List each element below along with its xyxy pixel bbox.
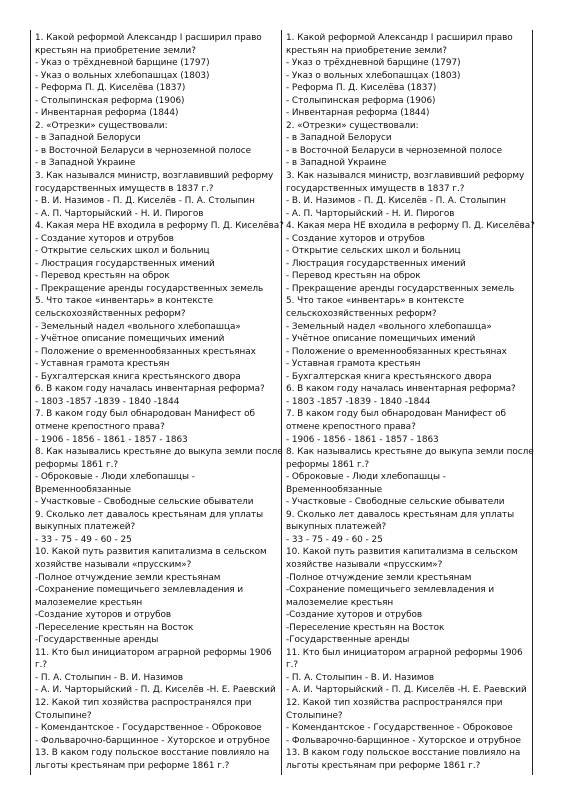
text-line: малоземелие крестьян [286, 597, 394, 608]
text-line: - в Восточной Беларуси в черноземной полосе [286, 145, 502, 156]
text-line: выкупных платежей? [286, 522, 387, 533]
text-line: - А. И. Чарторыйский - П. Д. Киселёв -Н. Е. Раевский [35, 685, 276, 696]
text-line: - Прекращение аренды государственных земель [35, 283, 264, 294]
text-line: 5. Что такое «инвентарь» в контексте [35, 296, 214, 307]
text-line: - Учётное описание помещичьих имений [286, 334, 476, 345]
text-line: - А. И. Чарторыйский - П. Д. Киселёв -Н. Е. Раевский [286, 685, 527, 696]
text-line: - Оброковые - Люди хлебопашцы - [286, 472, 446, 483]
text-line: - П. А. Столыпин - В. И. Назимов [286, 672, 435, 683]
text-line: - 33 - 75 - 49 - 60 - 25 [286, 534, 383, 545]
text-line: - Создание хуторов и отрубов [35, 233, 174, 244]
text-line: - Уставная грамота крестьян [35, 359, 170, 370]
text-line: - Участковые - Свободные сельские обыватели [35, 497, 254, 508]
text-line: -Создание хуторов и отрубов [286, 610, 423, 621]
right-column [286, 32, 536, 772]
text-line: - Фольварочно-барщинное - Хуторское и отрубное [35, 735, 270, 746]
text-line: - Прекращение аренды государственных земель [286, 283, 515, 294]
text-line: - Реформа П. Д. Киселёва (1837) [286, 83, 437, 94]
text-line: 7. В каком году был обнародован Манифест об [286, 409, 506, 420]
text-line: - 33 - 75 - 49 - 60 - 25 [35, 534, 132, 545]
text-line: - 1803 -1857 -1839 - 1840 -1844 [286, 396, 431, 407]
text-line: отмене крепостного права? [35, 421, 165, 432]
text-line: 4. Какая мера НЕ входила в реформу П. Д. Киселёва? [286, 221, 535, 232]
text-line: -Государственные аренды [35, 635, 159, 646]
text-line: - Указ о вольных хлебопашцах (1803) [286, 70, 461, 81]
text-line: - А. П. Чарторыйский - Н. И. Пирогов [35, 208, 204, 219]
text-line: - Оброковые - Люди хлебопашцы - [35, 472, 195, 483]
text-line: 12. Какой тип хозяйства распространялся при [286, 697, 503, 708]
text-line: - Перевод крестьян на оброк [286, 271, 421, 282]
text-line: г.? [35, 660, 48, 671]
text-line: хозяйстве называли «прусским»? [35, 559, 192, 570]
text-line: - П. А. Столыпин - В. И. Назимов [35, 672, 184, 683]
text-line: -Полное отчуждение земли крестьянам [35, 572, 221, 583]
text-line: - Люстрация государственных имений [286, 258, 466, 269]
text-line: 6. В каком году началась инвентарная реформа? [35, 384, 265, 395]
text-line: 9. Сколько лет давалось крестьянам для уплаты [286, 509, 515, 520]
text-line: 1. Какой реформой Александр I расширил право [35, 33, 262, 43]
text-line: 2. «Отрезки» существовали: [286, 120, 419, 131]
text-line: 12. Какой тип хозяйства распространялся при [35, 697, 252, 708]
text-line: - в Западной Украине [35, 158, 136, 169]
text-line: 13. В каком году польское восстание повлияло на [35, 748, 270, 759]
text-line: - в Западной Украине [286, 158, 387, 169]
text-line: - Перевод крестьян на оброк [35, 271, 170, 282]
text-line: отмене крепостного права? [286, 421, 416, 432]
text-line: - Положение о временнообязанных крестьянах [35, 346, 256, 357]
text-line: - Комендантское - Государственное - Оброковое [35, 723, 262, 734]
text-line: - Открытие сельских школ и больниц [35, 246, 210, 257]
text-line: - Инвентарная реформа (1844) [286, 108, 430, 119]
text-line: г.? [286, 660, 299, 671]
text-line: - Инвентарная реформа (1844) [35, 108, 179, 119]
text-line: - Участковые - Свободные сельские обыватели [286, 497, 505, 508]
text-line: - Указ о вольных хлебопашцах (1803) [35, 70, 210, 81]
text-line: - Столыпинская реформа (1906) [286, 95, 436, 106]
text-line: - Земельный надел «вольного хлебопашца» [286, 321, 492, 332]
text-line: - Открытие сельских школ и больниц [286, 246, 461, 257]
text-line: 3. Как назывался министр, возглавивший реформу [286, 171, 525, 182]
text-line: - А. П. Чарторыйский - Н. И. Пирогов [286, 208, 455, 219]
text-line: Временнообязанные [286, 484, 382, 495]
text-line: 10. Какой путь развития капитализма в сельском [286, 547, 518, 558]
text-line: 7. В каком году был обнародован Манифест об [35, 409, 255, 420]
text-line: крестьян на приобретение земли? [35, 45, 196, 56]
text-line: Столыпине? [286, 710, 343, 721]
left-border-line [30, 30, 31, 775]
text-line: 5. Что такое «инвентарь» в контексте [286, 296, 465, 307]
text-line: - Бухгалтерская книга крестьянского двора [35, 371, 241, 382]
text-line: -Сохранение помещичьего землевладения и [35, 585, 244, 596]
text-line: 11. Кто был инициатором аграрной реформы 1906 [286, 647, 523, 658]
text-line: 1. Какой реформой Александр I расширил право [286, 33, 513, 43]
text-line: - в Западной Белоруси [35, 133, 141, 144]
text-line: - Бухгалтерская книга крестьянского двора [286, 371, 492, 382]
text-line: - В. И. Назимов - П. Д. Киселёв - П. А. Столыпин [286, 196, 506, 207]
text-line: 8. Как назывались крестьяне до выкупа земли после [35, 447, 283, 458]
text-line: - Создание хуторов и отрубов [286, 233, 425, 244]
text-line: -Государственные аренды [286, 635, 410, 646]
text-line: - Фольварочно-барщинное - Хуторское и отрубное [286, 735, 521, 746]
left-column [35, 32, 285, 772]
text-line: - Люстрация государственных имений [35, 258, 215, 269]
text-line: Столыпине? [35, 710, 92, 721]
text-line: - Указ о трёхдневной барщине (1797) [35, 58, 210, 69]
text-line: льготы крестьянам при реформе 1861 г.? [35, 760, 230, 771]
text-line: - в Западной Белоруси [286, 133, 392, 144]
text-line: реформы 1861 г.? [286, 459, 370, 470]
text-line: -Переселение крестьян на Восток [286, 622, 445, 633]
text-line: 4. Какая мера НЕ входила в реформу П. Д. Киселёва? [35, 221, 284, 232]
text-line: - 1906 - 1856 - 1861 - 1857 - 1863 [286, 434, 439, 445]
text-line: 6. В каком году началась инвентарная реформа? [286, 384, 516, 395]
text-line: выкупных платежей? [35, 522, 136, 533]
text-line: 9. Сколько лет давалось крестьянам для уплаты [35, 509, 264, 520]
text-line: 13. В каком году польское восстание повлияло на [286, 748, 521, 759]
text-line: 8. Как назывались крестьяне до выкупа земли после [286, 447, 534, 458]
text-line: 11. Кто был инициатором аграрной реформы 1906 [35, 647, 272, 658]
text-line: - В. И. Назимов - П. Д. Киселёв - П. А. Столыпин [35, 196, 255, 207]
text-line: -Создание хуторов и отрубов [35, 610, 172, 621]
text-line: - Столыпинская реформа (1906) [35, 95, 185, 106]
text-line: - Комендантское - Государственное - Оброковое [286, 723, 513, 734]
text-line: 2. «Отрезки» существовали: [35, 120, 168, 131]
text-line: -Переселение крестьян на Восток [35, 622, 194, 633]
text-line: крестьян на приобретение земли? [286, 45, 447, 56]
text-line: - Указ о трёхдневной барщине (1797) [286, 58, 461, 69]
text-line: - 1803 -1857 -1839 - 1840 -1844 [35, 396, 180, 407]
text-line: - Реформа П. Д. Киселёва (1837) [35, 83, 186, 94]
text-line: малоземелие крестьян [35, 597, 143, 608]
text-line: -Полное отчуждение земли крестьянам [286, 572, 472, 583]
text-line: сельскохозяйственных реформ? [286, 309, 437, 320]
text-line: - 1906 - 1856 - 1861 - 1857 - 1863 [35, 434, 188, 445]
text-line: хозяйстве называли «прусским»? [286, 559, 443, 570]
text-line: реформы 1861 г.? [35, 459, 119, 470]
text-line: 3. Как назывался министр, возглавивший реформу [35, 171, 274, 182]
text-line: льготы крестьянам при реформе 1861 г.? [286, 760, 481, 771]
text-line: - Уставная грамота крестьян [286, 359, 421, 370]
text-line: -Сохранение помещичьего землевладения и [286, 585, 495, 596]
text-line: государственных имуществ в 1837 г.? [35, 183, 214, 194]
text-line: Временнообязанные [35, 484, 131, 495]
text-line: - в Восточной Беларуси в черноземной полосе [35, 145, 251, 156]
text-line: - Учётное описание помещичьих имений [35, 334, 225, 345]
text-line: - Земельный надел «вольного хлебопашца» [35, 321, 241, 332]
text-line: сельскохозяйственных реформ? [35, 309, 186, 320]
text-line: 10. Какой путь развития капитализма в сельском [35, 547, 267, 558]
text-line: - Положение о временнообязанных крестьянах [286, 346, 507, 357]
text-line: государственных имуществ в 1837 г.? [286, 183, 465, 194]
